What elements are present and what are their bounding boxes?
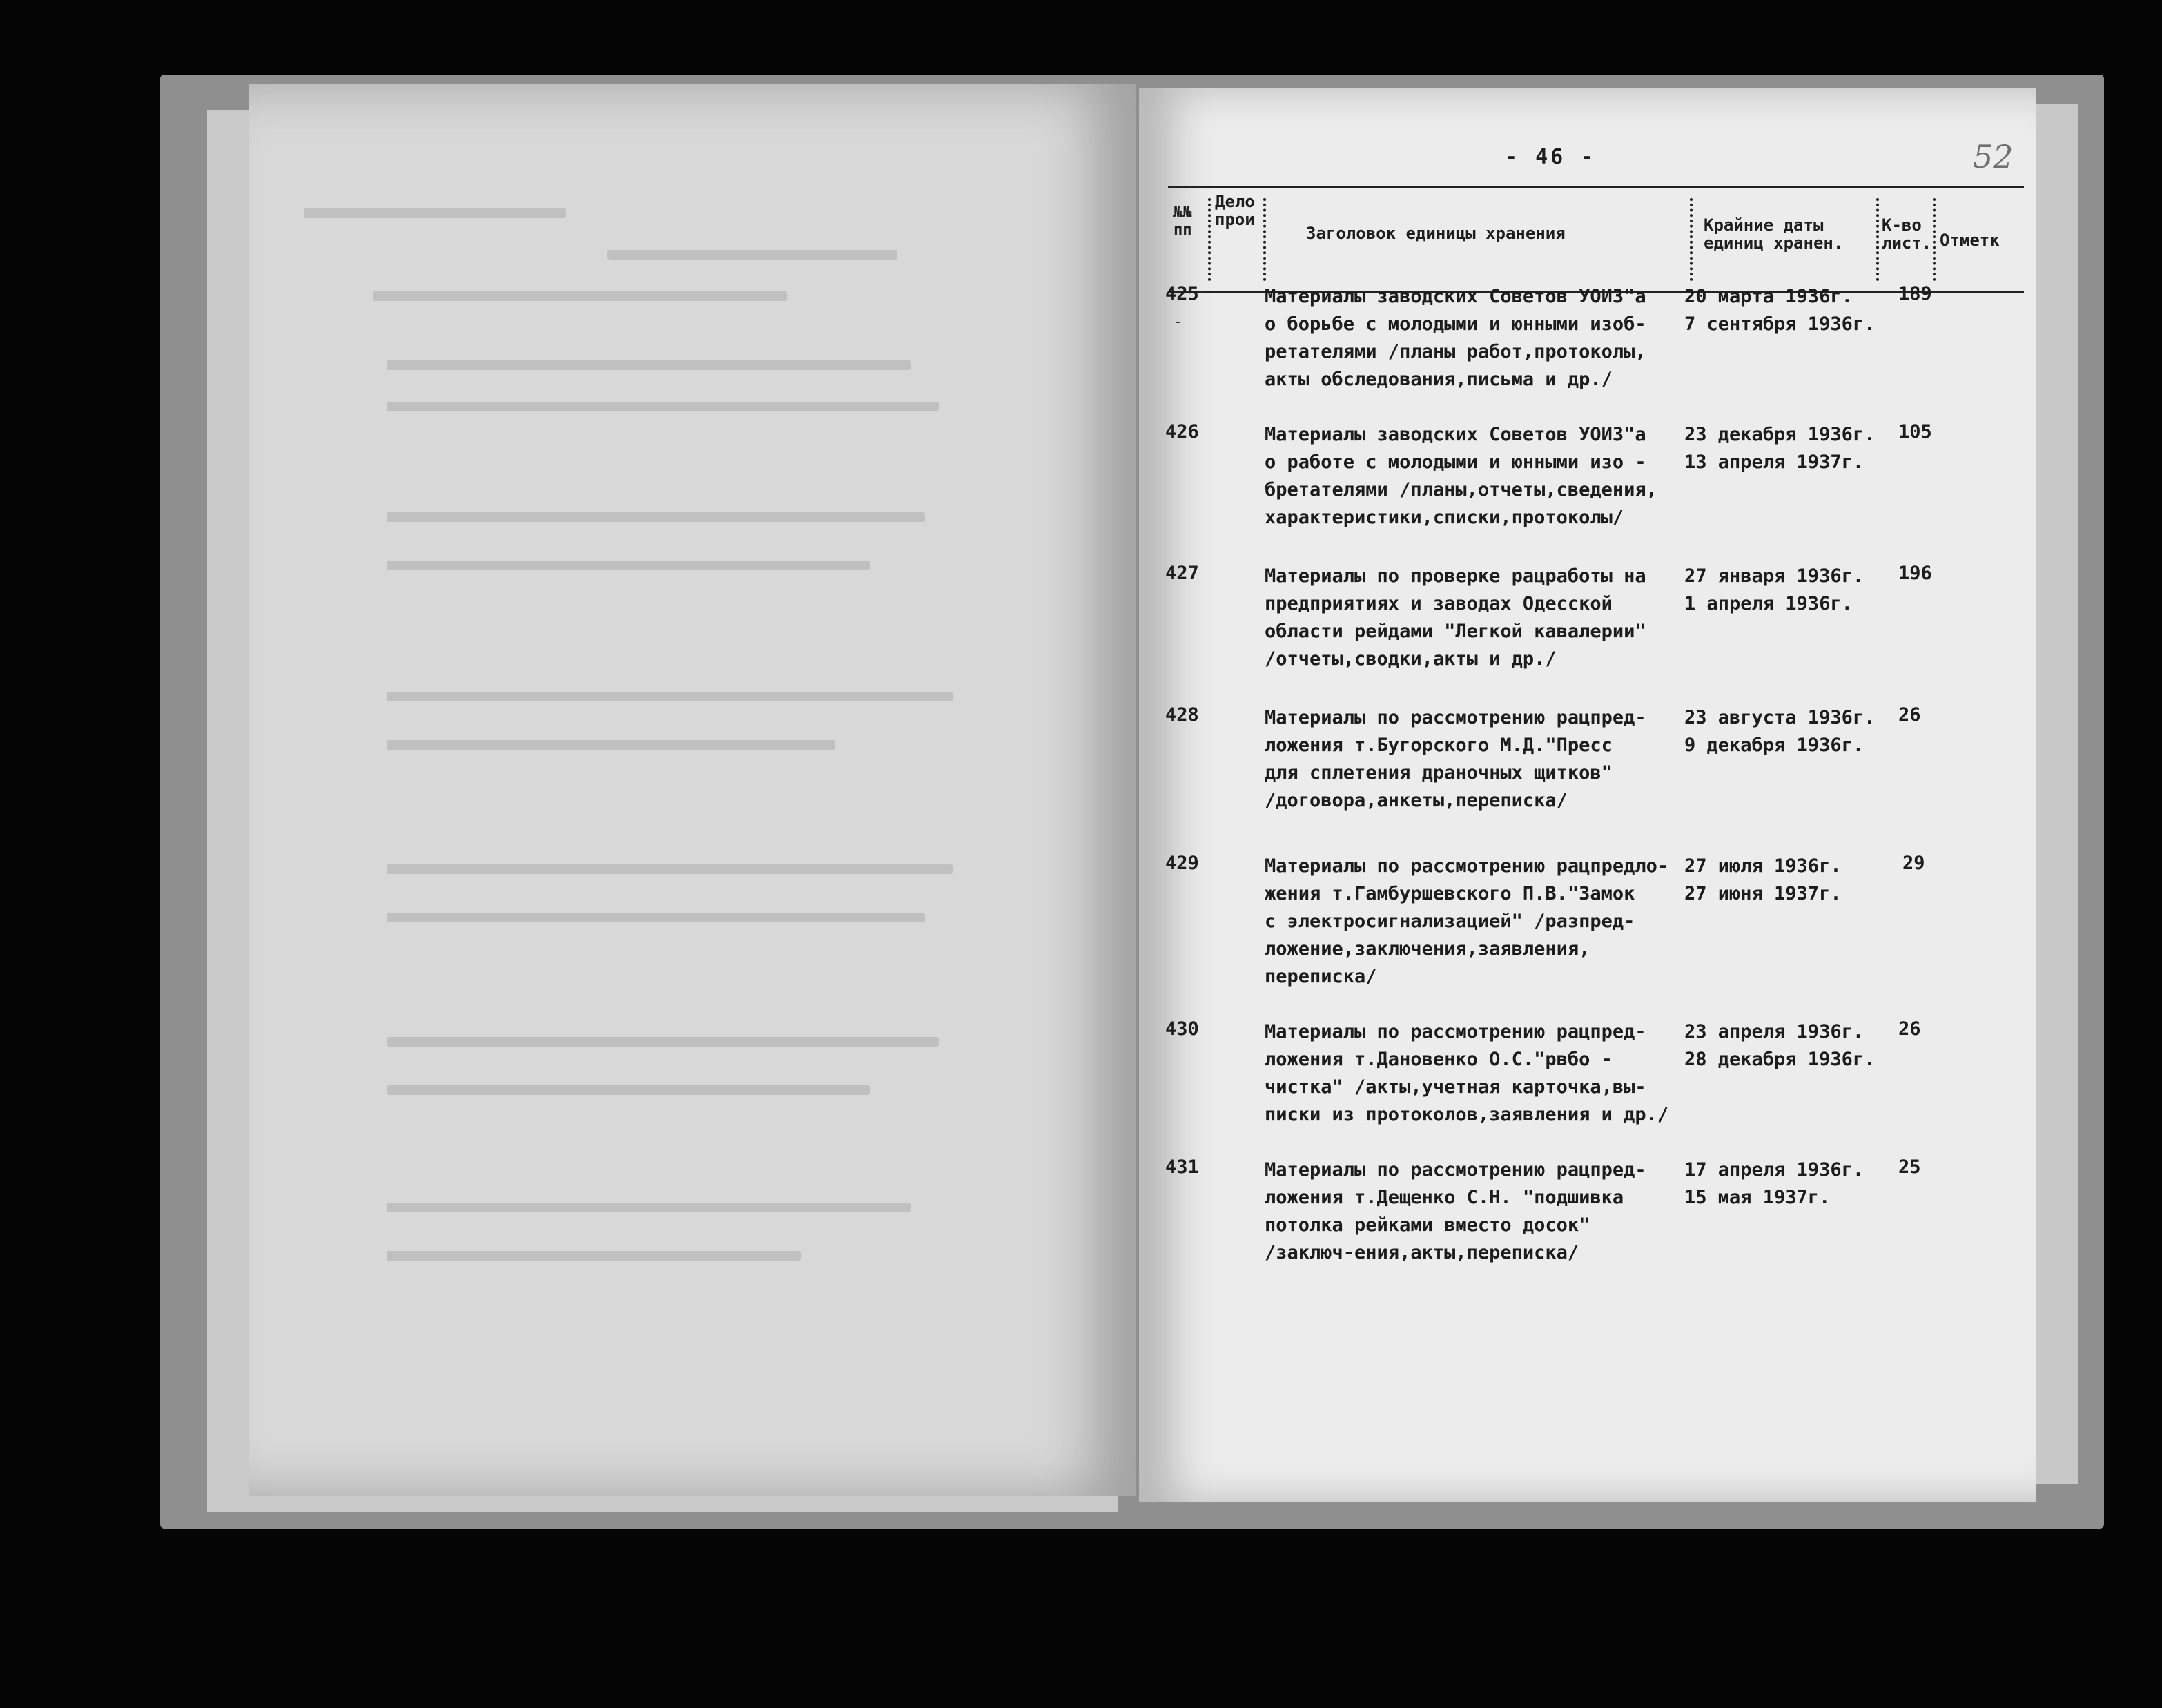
row-number: 425 bbox=[1165, 283, 1199, 304]
row-dates: 23 декабря 1936г. 13 апреля 1937г. bbox=[1684, 424, 1876, 473]
column-separator bbox=[1933, 198, 1936, 281]
bleed-through-line bbox=[387, 402, 939, 411]
bleed-through-line bbox=[387, 1037, 939, 1047]
row-title: Материалы по проверке рацработы на предприятиях и заводах Одесской области рейдами "Легкой кавалерии" /отчеты,сводки,акты и др./ bbox=[1265, 565, 1646, 670]
bleed-through-line bbox=[387, 512, 925, 522]
row-title: Материалы по рассмотрению рацпред- ложения т.Бугорского М.Д."Пресс для сплетения драночных щитков" /договора,анкеты,переписка/ bbox=[1265, 707, 1646, 811]
column-separator bbox=[1690, 198, 1693, 281]
bleed-through-line bbox=[387, 1203, 911, 1212]
bleed-through-line bbox=[387, 864, 953, 874]
row-dates: 27 января 1936г. 1 апреля 1936г. bbox=[1684, 565, 1864, 614]
header-sheets: К-во лист. bbox=[1882, 215, 1932, 253]
row-number: 428 bbox=[1165, 704, 1199, 726]
row-number: 431 bbox=[1165, 1156, 1199, 1178]
bleed-through-line bbox=[607, 250, 897, 260]
header-notes: Отметк bbox=[1940, 231, 2000, 250]
header-title: Заголовок единицы хранения bbox=[1306, 224, 1566, 243]
row-title: Материалы по рассмотрению рацпредло- жения т.Гамбуршевского П.В."Замок с электросигнализацией" /разпред- ложение,заключения,заявления, переписка/ bbox=[1265, 855, 1669, 987]
row-title: Материалы по рассмотрению рацпред- ложения т.Дещенко С.Н. "подшивка потолка рейками вместо досок" /заключ-ения,акты,переписка/ bbox=[1265, 1159, 1646, 1263]
row-number: 430 bbox=[1165, 1018, 1199, 1040]
column-separator bbox=[1263, 198, 1266, 281]
bleed-through-line bbox=[373, 291, 787, 301]
row-number: 426 bbox=[1165, 421, 1199, 443]
header-number: №№ пп bbox=[1173, 204, 1192, 239]
row-title: Материалы заводских Советов УОИЗ"а о борьбе с молодыми и юнными изоб- ретателями /планы работ,протоколы, акты обследования,письма и др./ bbox=[1265, 286, 1646, 390]
bleed-through-line bbox=[387, 1085, 870, 1095]
row-sheets: 26 bbox=[1898, 704, 1921, 726]
row-sheets: 189 bbox=[1898, 283, 1932, 304]
row-title: Материалы заводских Советов УОИЗ"а о работе с молодыми и юнными изо - бретателями /планы,отчеты,сведения, характеристики,списки,протоколы/ bbox=[1265, 424, 1657, 528]
row-dash: - bbox=[1173, 313, 1183, 331]
row-sheets: 25 bbox=[1898, 1156, 1921, 1178]
bleed-through-line bbox=[387, 561, 870, 570]
row-number: 429 bbox=[1165, 853, 1199, 874]
handwritten-folio-number: 52 bbox=[1973, 138, 2014, 175]
column-separator bbox=[1208, 198, 1211, 281]
row-sheets: 29 bbox=[1902, 853, 1925, 874]
row-sheets: 196 bbox=[1898, 563, 1932, 584]
header-case: Дело прои bbox=[1215, 192, 1255, 229]
column-separator bbox=[1876, 198, 1879, 281]
bleed-through-line bbox=[387, 913, 925, 922]
table-header bbox=[1168, 186, 2024, 293]
row-dates: 23 августа 1936г. 9 декабря 1936г. bbox=[1684, 707, 1876, 756]
page-number: - 46 - bbox=[1505, 145, 1597, 169]
bleed-through-line bbox=[387, 360, 911, 370]
bleed-through-line bbox=[387, 740, 835, 750]
row-dates: 27 июля 1936г. 27 июня 1937г. bbox=[1684, 855, 1842, 904]
bleed-through-line bbox=[387, 1251, 801, 1261]
row-dates: 23 апреля 1936г. 28 декабря 1936г. bbox=[1684, 1021, 1876, 1070]
row-sheets: 105 bbox=[1898, 421, 1932, 443]
bleed-through-line bbox=[304, 208, 566, 218]
row-number: 427 bbox=[1165, 563, 1199, 584]
left-page bbox=[249, 84, 1136, 1496]
header-dates: Крайние даты единиц хранен. bbox=[1704, 215, 1844, 253]
row-title: Материалы по рассмотрению рацпред- ложения т.Дановенко О.С."рвбо - чистка" /акты,учетная карточка,вы- писки из протоколов,заявления и др./ bbox=[1265, 1021, 1669, 1125]
right-page-edge bbox=[2036, 104, 2078, 1484]
bleed-through-line bbox=[387, 692, 953, 701]
row-dates: 20 марта 1936г. 7 сентября 1936г. bbox=[1684, 286, 1876, 335]
row-dates: 17 апреля 1936г. 15 мая 1937г. bbox=[1684, 1159, 1864, 1208]
row-sheets: 26 bbox=[1898, 1018, 1921, 1040]
